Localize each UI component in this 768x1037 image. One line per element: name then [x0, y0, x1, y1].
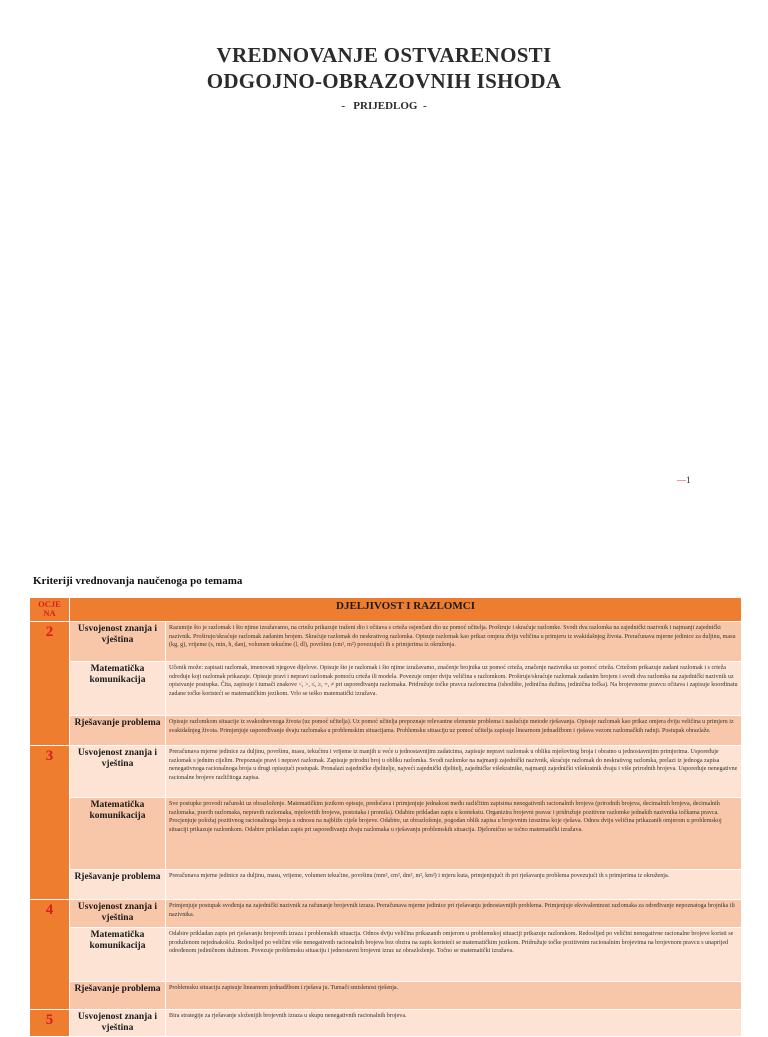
criterion-communication: Matematička komunikacija: [70, 798, 166, 870]
criterion-description: Bira strategije za rješavanje složenijih brojevnih izraza u skupu nenegativnih racionalnih brojeva.: [166, 1010, 742, 1037]
criterion-problem-solving: Rješavanje problema: [70, 716, 166, 746]
criteria-table: [29, 597, 742, 1037]
criterion-knowledge: Usvojenost znanja i vještina: [70, 1010, 166, 1037]
criterion-description: Preračunava mjerne jedinice za duljinu, masu, vrijeme, volumen tekućine, površinu (mm², cm², dm², m², km²) i mjeru kuta, primjenjujući ih pri rješavanju problema povezujući ih s primjerima iz okruženja.: [166, 870, 742, 900]
title-line-1: VREDNOVANJE OSTVARENOSTI: [216, 43, 552, 67]
criterion-description: Primjenjuje postupak svođenja na zajednički nazivnik za računanje brojevnih izraza. Preračunava mjerne jedinice pri rješavanju jednostavnijih problema. Primjenjuje ekvivalentnost razlomaka za određivanje nepoznatoga brojnika ili nazivnika.: [166, 900, 742, 928]
criterion-description: Učenik može: zapisati razlomak, imenovati njegove dijelove. Opisuje što je razlomak i što njime izražavamo, značenje brojnika uz pomoć crteža, značenje nazivnika uz pomoć crteža. Crtežom prikazuje zadani razlomak i s crteža određuje koji razlomak prikazuje. Opisuje pravi i nepravi razlomak pomoću crteža ili modela. Povezuje omjer dviju veličina s razlomkom. Proširuje/skraćuje razlomak zadanim brojem i svodi dva razlomka na zajednički nazivnik uz opisivanje postupka. Čita, zapisuje i tumači znakove <, >, ≤, ≥, =, ≠ pri uspoređivanju razlomaka. Pridružuje točke pravca razlomcima (ishodište, jedinična dužina, jedinična točka). Na brojevnome pravcu očitava i zapisuje koordinatu zadane točke koristeći se matematičkim jezikom. Vrlo se teško matematički izražava.: [166, 662, 742, 716]
criterion-description: Razumije što je razlomak i što njime izražavamo, na crtežu prikazuje traženi dio i očitava s crteža osjenčani dio uz pomoć učitelja. Proširuje i skraćuje razlomke. Svodi dva razlomka na zajednički nazivnik i najmanji zajednički nazivnik. Proširuje/skraćuje razlomak zadanim brojem. Skraćuje razlomak do neskrativog razlomka. Opisuje razlomak kao prikaz omjera dviju veličina u primjeru iz svakidašnjeg života. Preračunava mjerne jedinice za duljinu, masu (kg, g), vrijeme (s, min, h, dan), volumen tekućine (l, dl), površinu (cm², m²) povezujući ih s primjerima iz okruženja.: [166, 622, 742, 662]
criterion-knowledge: Usvojenost znanja i vještina: [70, 900, 166, 928]
criterion-problem-solving: Rješavanje problema: [70, 982, 166, 1010]
criterion-communication: Matematička komunikacija: [70, 662, 166, 716]
grade-cell: 2: [30, 622, 70, 746]
title-line-2: ODGOJNO-OBRAZOVNIH ISHODA: [206, 69, 562, 93]
subtitle: - PRIJEDLOG -: [341, 100, 427, 112]
criterion-knowledge: Usvojenost znanja i vještina: [70, 622, 166, 662]
criterion-description: Sve postupke provodi računski uz obrazloženje. Matematičkim jezikom opisuje, predočava i primjenjuje jednakost među različitim zapisima nenegativnih racionalnih brojeva (prirodnih brojeva, decimalnih brojeva, decimalnih razlomaka, pravih razlomaka, nepravih razlomaka, mješovitih brojeva, postotaka i promila). Odabire prikladan zapis u kontekstu. Organizira brojevni pravac i pridružuje pozitivne razlomke jednakih nazivnika točkama pravca. Procjenjuje položaj pozitivnog racionalnoga broja u odnosu na najbliže cijele brojeve. Odabire, uz obrazloženje, pogodan oblik zapisa u brojevnim izrazima koje rješava. Odnos dviju veličina prikazanih omjerom u problemskoj situaciji prikazuje razlomkom. Odabire prikladan zapis pri uspoređivanju dvaju razlomaka u rješavanju problemskih situacija. Djelomično se točno matematički izražava.: [166, 798, 742, 870]
criterion-description: Odabire prikladan zapis pri rješavanju brojevnih izraza i problemskih situacija. Odnos dviju veličina prikazanih omjerom u problemskoj situaciji prikazuje razlomkom. Redoslijed po veličini nenegativne racionalne brojeve koristi se produženom nejednakošću. Redoslijed po veličini više nenegativnih racionalnih brojeva bez obzira na zapis koristeći se matematičkim jezikom. Pridružuje točke pozitivnim racionalnim brojevima na brojevnom pravcu s unaprijed određenom jediničnom dužinom. Povezuje problemsku situaciju i jednostavni brojevni izraz uz obrazloženje. Točno se matematički izražava.: [166, 928, 742, 982]
grade-column-header: OCJE NA: [30, 598, 70, 622]
topic-header: DJELJIVOST I RAZLOMCI: [70, 598, 742, 622]
grade-cell: 5: [30, 1010, 70, 1037]
criterion-problem-solving: Rješavanje problema: [70, 870, 166, 900]
footnote-marker: [677, 475, 691, 485]
criterion-description: Opisuje razlomkom situacije iz svakodnevnoga života (uz pomoć učitelja). Uz pomoć učitelja prepoznaje relevantne elemente problema i naslućuje metode rješavanja. Opisuje razlomak kao prikaz omjera dviju veličina u primjeru iz svakidašnjeg života. Primjenjuje uspoređivanje dvaju razlomaka u problemskim situacijama. Problemsku situaciju uz pomoć učitelja zapisuje linearnom jednadžbom i rješava vezom razlomačkih radnji. Postupak obrazlaže.: [166, 716, 742, 746]
grade-cell: 3: [30, 746, 70, 900]
grade-cell: 4: [30, 900, 70, 1010]
section-title: Kriteriji vrednovanja naučenoga po temama: [33, 575, 243, 587]
footnote-dash: —: [677, 475, 686, 485]
footnote-number: 1: [686, 475, 691, 485]
criterion-description: Preračunava mjerne jedinice za duljinu, površinu, masu, tekućinu i vrijeme iz manjih u veće u jednostavnijim zadatcima, zapisuje nepravi razlomak u obliku mješovitog broja i obratno u jednostavnijim primjerima. Uspoređuje razlomak s jednim cijelim. Prepoznaje pravi i nepravi razlomak. Zapisuje prirodni broj u obliku razlomka. Svodi razlomke na najmanji zajednički nazivnik, skraćuje razlomak do neskrativog razlomka, prelazi iz jednoga zapisa nenegativnoga racionalnoga broja u drugi opisujući postupak. Pronalazi zajedničke djelitelje, najveći zajednički djelitelj, zajedničke višekratnike, najmanji zajednički višekratnik dvaju i više prirodnih brojeva. Uspoređuje nenegativne racionalne brojeve različitoga zapisa.: [166, 746, 742, 798]
criterion-knowledge: Usvojenost znanja i vještina: [70, 746, 166, 798]
document-title: [0, 42, 768, 94]
criterion-communication: Matematička komunikacija: [70, 928, 166, 982]
criterion-description: Problemsku situaciju zapisuje linearnom jednadžbom i rješava ju. Tumači smislenost rješenja.: [166, 982, 742, 1010]
